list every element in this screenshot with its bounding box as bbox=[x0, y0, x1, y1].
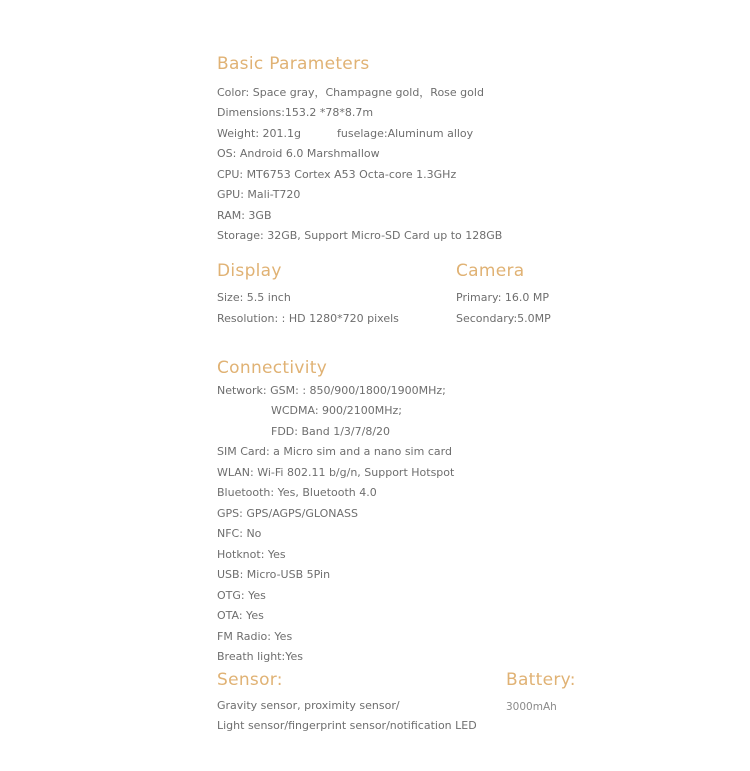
battery-heading: Battery: bbox=[506, 670, 576, 690]
spec-weight: Weight: 201.1g bbox=[217, 127, 301, 140]
spec-nfc: NFC: No bbox=[217, 527, 262, 540]
spec-cpu: CPU: MT6753 Cortex A53 Octa-core 1.3GHz bbox=[217, 168, 457, 181]
spec-bluetooth: Bluetooth: Yes, Bluetooth 4.0 bbox=[217, 486, 377, 499]
spec-display-size: Size: 5.5 inch bbox=[217, 291, 291, 304]
spec-display-resolution: Resolution: : HD 1280*720 pixels bbox=[217, 312, 399, 325]
connectivity-heading: Connectivity bbox=[217, 358, 328, 378]
spec-fm-radio: FM Radio: Yes bbox=[217, 630, 293, 643]
spec-ram: RAM: 3GB bbox=[217, 209, 272, 222]
spec-wlan: WLAN: Wi-Fi 802.11 b/g/n, Support Hotspot bbox=[217, 466, 455, 479]
spec-hotknot: Hotknot: Yes bbox=[217, 548, 286, 561]
spec-battery-capacity: 3000mAh bbox=[506, 701, 557, 713]
spec-sensor-line2: Light sensor/fingerprint sensor/notification LED bbox=[217, 719, 477, 732]
spec-network-wcdma: WCDMA: 900/2100MHz; bbox=[271, 404, 402, 417]
spec-gps: GPS: GPS/AGPS/GLONASS bbox=[217, 507, 359, 520]
spec-os: OS: Android 6.0 Marshmallow bbox=[217, 147, 380, 160]
spec-fuselage: fuselage:Aluminum alloy bbox=[337, 127, 474, 140]
spec-otg: OTG: Yes bbox=[217, 589, 266, 602]
spec-network-gsm: Network: GSM: : 850/900/1800/1900MHz; bbox=[217, 384, 446, 397]
spec-dimensions: Dimensions:153.2 *78*8.7m bbox=[217, 106, 374, 119]
spec-network-fdd: FDD: Band 1/3/7/8/20 bbox=[271, 425, 391, 438]
spec-storage: Storage: 32GB, Support Micro-SD Card up to 128GB bbox=[217, 229, 503, 242]
spec-sensor-line1: Gravity sensor, proximity sensor/ bbox=[217, 699, 400, 712]
spec-camera-secondary: Secondary:5.0MP bbox=[456, 312, 551, 325]
spec-color: Color: Space gray，Champagne gold，Rose gold bbox=[217, 86, 484, 99]
spec-usb: USB: Micro-USB 5Pin bbox=[217, 568, 331, 581]
spec-camera-primary: Primary: 16.0 MP bbox=[456, 291, 550, 304]
spec-breath-light: Breath light:Yes bbox=[217, 650, 303, 663]
spec-sim: SIM Card: a Micro sim and a nano sim card bbox=[217, 445, 452, 458]
basic-parameters-heading: Basic Parameters bbox=[217, 54, 370, 74]
sensor-heading: Sensor: bbox=[217, 670, 283, 690]
spec-gpu: GPU: Mali-T720 bbox=[217, 188, 301, 201]
spec-ota: OTA: Yes bbox=[217, 609, 264, 622]
camera-heading: Camera bbox=[456, 261, 525, 281]
display-heading: Display bbox=[217, 261, 282, 281]
